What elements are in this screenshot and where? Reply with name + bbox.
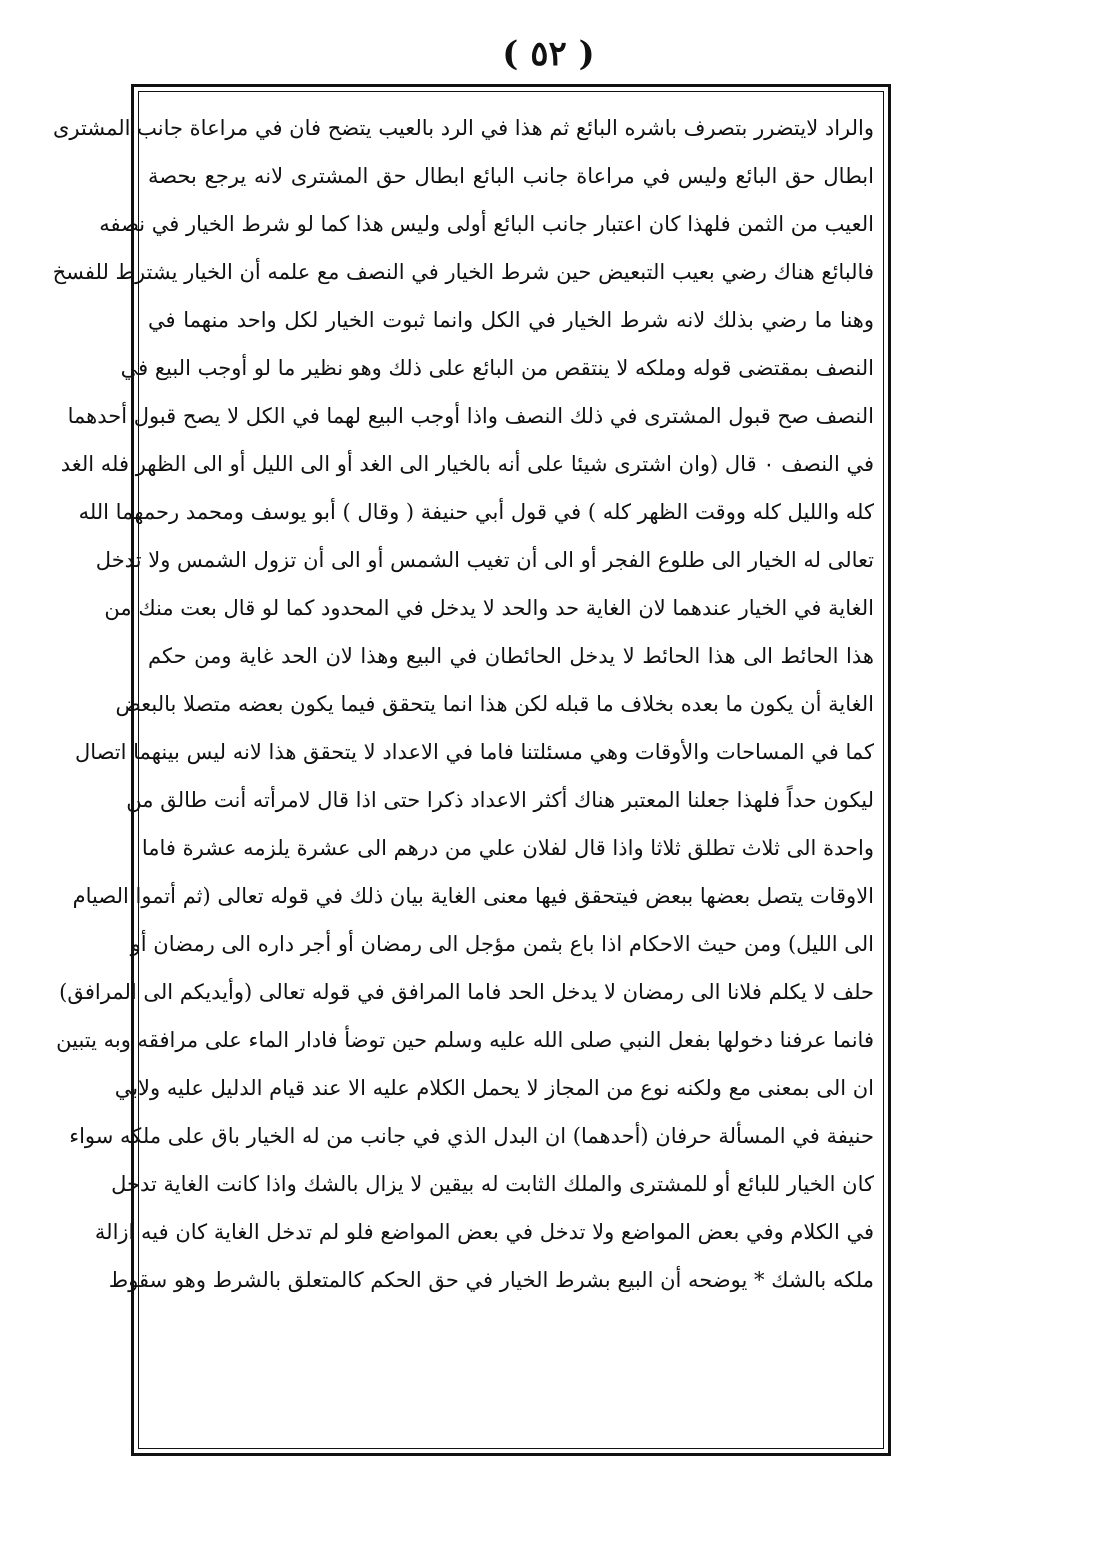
- text-line: النصف صح قبول المشترى في ذلك النصف واذا أوجب البيع لهما في الكل لا يصح قبول أحدهما: [67, 404, 874, 428]
- text-line: في الكلام وفي بعض المواضع ولا تدخل في بعض المواضع فلو لم تدخل الغاية كان فيه ازالة: [94, 1220, 874, 1244]
- text-line: كان الخيار للبائع أو للمشترى والملك الثابت له بيقين لا يزال بالشك واذا كانت الغاية تدخل: [111, 1172, 874, 1196]
- text-line: الغاية أن يكون ما بعده بخلاف ما قبله لكن هذا انما يتحقق فيما يكون بعضه متصلا بالبعض: [115, 692, 874, 716]
- text-line: كما في المساحات والأوقات وهي مسئلتنا فاما في الاعداد لا يتحقق هذا لانه ليس بينهما اتصال: [74, 740, 874, 764]
- text-line: تعالى له الخيار الى طلوع الفجر أو الى أن تغيب الشمس أو الى أن تزول الشمس ولا تدخل: [95, 548, 874, 572]
- body-text: [52, 104, 874, 1438]
- text-line: وهنا ما رضي بذلك لانه شرط الخيار في الكل وانما ثبوت الخيار لكل واحد منهما في: [148, 308, 874, 332]
- text-line: الغاية في الخيار عندهما لان الغاية حد والحد لا يدخل في المحدود كما لو قال بعت منك من: [104, 596, 874, 620]
- text-line: الى الليل) ومن حيث الاحكام اذا باع بثمن مؤجل الى رمضان أو أجر داره الى رمضان أو: [130, 932, 874, 956]
- text-line: النصف بمقتضى قوله وملكه لا ينتقص من البائع على ذلك وهو نظير ما لو أوجب البيع في: [120, 356, 874, 380]
- text-line: ليكون حداً فلهذا جعلنا المعتبر هناك أكثر الاعداد ذكرا حتى اذا قال لامرأته أنت طالق من: [126, 788, 874, 812]
- text-line: في النصف ٠ قال (وان اشترى شيئا على أنه بالخيار الى الغد أو الى الليل أو الى الظهر فله الغد: [60, 452, 874, 476]
- text-line: حنيفة في المسألة حرفان (أحدهما) ان البدل الذي في جانب من له الخيار باق على ملكه سواء: [69, 1124, 874, 1148]
- text-line: كله والليل كله ووقت الظهر كله ) في قول أبي حنيفة ( وقال ) أبو يوسف ومحمد رحمهما الله: [78, 500, 874, 524]
- text-line: العيب من الثمن فلهذا كان اعتبار جانب البائع أولى وليس هذا كما لو شرط الخيار في نصفه: [99, 212, 874, 236]
- text-line: ملكه بالشك * يوضحه أن البيع بشرط الخيار في حق الحكم كالمتعلق بالشرط وهو سقوط: [108, 1268, 874, 1292]
- text-line: فانما عرفنا دخولها بفعل النبي صلى الله عليه وسلم حين توضأ فادار الماء على مرافقه وبه يتبين: [56, 1028, 874, 1052]
- text-line: ابطال حق البائع وليس في مراعاة جانب البائع ابطال حق المشترى لانه يرجع بحصة: [148, 164, 874, 188]
- text-line: واحدة الى ثلاث تطلق ثلاثا واذا قال لفلان علي من درهم الى عشرة يلزمه عشرة فاما: [141, 836, 874, 860]
- text-line: الاوقات يتصل بعضها ببعض فيتحقق فيها معنى الغاية بيان ذلك في قوله تعالى (ثم أتموا الصيام: [72, 884, 874, 908]
- text-line: ان الى بمعنى مع ولكنه نوع من المجاز لا يحمل الكلام عليه الا عند قيام الدليل عليه ولابي: [114, 1076, 874, 1100]
- text-line: فالبائع هناك رضي بعيب التبعيض حين شرط الخيار في النصف مع علمه أن الخيار يشترط للفسخ: [52, 260, 874, 284]
- text-line: حلف لا يكلم فلانا الى رمضان لا يدخل الحد فاما المرافق في قوله تعالى (وأيديكم الى المرافق): [59, 980, 874, 1004]
- text-line: هذا الحائط الى هذا الحائط لا يدخل الحائطان في البيع وهذا لان الحد غاية ومن حكم: [148, 644, 874, 668]
- page-number: ( ٥٢ ): [502, 34, 595, 74]
- text-line: والراد لايتضرر بتصرف باشره البائع ثم هذا في الرد بالعيب يتضح فان في مراعاة جانب المشترى: [53, 116, 874, 140]
